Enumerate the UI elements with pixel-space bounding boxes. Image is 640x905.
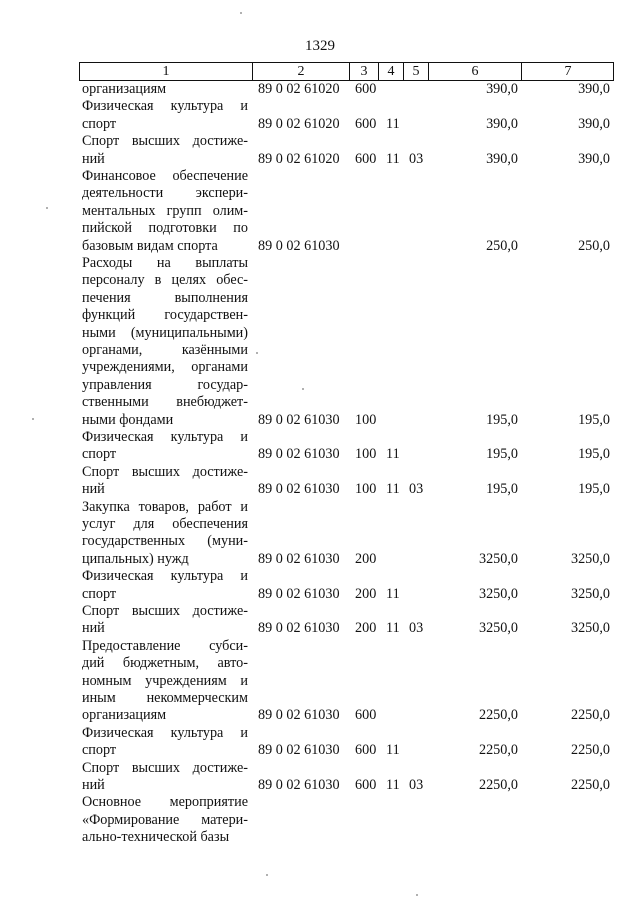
- header-col-2: 2: [297, 64, 305, 79]
- row-col-3: 600: [355, 707, 377, 724]
- row-name-line: ментальных групп олим-: [82, 202, 248, 219]
- table-header: [79, 62, 614, 81]
- row-code: 89 0 02 61030: [258, 776, 340, 793]
- scan-speck: [46, 207, 48, 209]
- scan-speck: [256, 352, 258, 354]
- row-col-4: 11: [386, 150, 400, 167]
- scan-speck: [32, 418, 34, 420]
- row-name: [82, 725, 248, 760]
- row-name-line: Физическая культура и: [82, 724, 248, 741]
- row-col-7: 195,0: [578, 481, 610, 498]
- row-name-line: ными (муниципальными): [82, 324, 248, 341]
- row-name-line: пийской подготовки по: [82, 220, 248, 237]
- header-col-1: 1: [162, 64, 170, 79]
- header-col-3: 3: [360, 64, 368, 79]
- row-name: [82, 81, 248, 98]
- row-name-line: ний: [82, 150, 105, 167]
- row-name-line: ными фондами: [82, 411, 174, 428]
- row-name-line: спорт: [82, 446, 117, 463]
- row-name-line: номным учреждениям и: [82, 672, 248, 689]
- row-col-3: 600: [355, 742, 377, 759]
- row-col-7: 390,0: [578, 115, 610, 132]
- row-name-line: Финансовое обеспечение: [82, 167, 248, 184]
- row-col-6: 2250,0: [478, 742, 518, 759]
- row-name-line: иным некоммерческим: [82, 689, 248, 706]
- row-col-3: 100: [355, 446, 377, 463]
- row-name-line: Закупка товаров, работ и: [82, 498, 248, 515]
- row-name-line: дий бюджетным, авто-: [82, 655, 248, 672]
- table-row: [0, 81, 640, 98]
- row-name-line: ально-технической базы: [82, 829, 230, 846]
- row-code: 89 0 02 61020: [258, 80, 340, 97]
- row-col-3: 600: [355, 150, 377, 167]
- row-col-7: 3250,0: [570, 550, 610, 567]
- row-name: [82, 603, 248, 638]
- row-name-line: услуг для обеспечения: [82, 515, 248, 532]
- row-name-line: спорт: [82, 585, 117, 602]
- row-name-line: персоналу в целях обес-: [82, 272, 248, 289]
- row-code: 89 0 02 61030: [258, 446, 340, 463]
- row-col-7: 2250,0: [570, 776, 610, 793]
- table-row: [0, 429, 640, 464]
- row-name-line: функций государствен-: [82, 307, 248, 324]
- row-name-line: спорт: [82, 742, 117, 759]
- row-name: [82, 638, 248, 725]
- scan-speck: [240, 12, 242, 14]
- row-code: 89 0 02 61030: [258, 481, 340, 498]
- row-col-4: 11: [386, 115, 400, 132]
- row-col-7: 195,0: [578, 411, 610, 428]
- row-col-3: 600: [355, 115, 377, 132]
- row-col-3: 600: [355, 776, 377, 793]
- header-col-6: 6: [471, 64, 479, 79]
- row-col-3: 200: [355, 550, 377, 567]
- row-name-line: ний: [82, 620, 105, 637]
- row-name-line: ственными внебюджет-: [82, 394, 248, 411]
- row-name-line: спорт: [82, 115, 117, 132]
- table-row: [0, 168, 640, 255]
- header-col-7: 7: [564, 64, 572, 79]
- row-name-line: Физическая культура и: [82, 428, 248, 445]
- row-col-7: 2250,0: [570, 742, 610, 759]
- table-row: [0, 638, 640, 725]
- row-code: 89 0 02 61030: [258, 707, 340, 724]
- row-col-4: 11: [386, 620, 400, 637]
- row-col-3: 600: [355, 80, 377, 97]
- table-body: [0, 81, 640, 847]
- row-code: 89 0 02 61030: [258, 742, 340, 759]
- row-name-line: Физическая культура и: [82, 98, 248, 115]
- row-name-line: ний: [82, 481, 105, 498]
- row-name: [82, 794, 248, 846]
- row-name: [82, 499, 248, 569]
- row-col-6: 390,0: [486, 150, 518, 167]
- row-name: [82, 133, 248, 168]
- row-name: [82, 255, 248, 429]
- row-col-6: 250,0: [486, 237, 518, 254]
- row-name-line: государственных (муни-: [82, 533, 248, 550]
- table-row: [0, 760, 640, 795]
- scan-speck: [416, 894, 418, 896]
- row-col-5: 03: [409, 150, 424, 167]
- row-col-5: 03: [409, 481, 424, 498]
- row-name: [82, 98, 248, 133]
- row-col-4: 11: [386, 742, 400, 759]
- table-row: [0, 725, 640, 760]
- row-col-3: 200: [355, 620, 377, 637]
- row-name: [82, 168, 248, 255]
- row-col-5: 03: [409, 776, 424, 793]
- row-name: [82, 760, 248, 795]
- row-col-3: 200: [355, 585, 377, 602]
- row-name-line: организациям: [82, 707, 167, 724]
- row-code: 89 0 02 61020: [258, 115, 340, 132]
- row-col-4: 11: [386, 481, 400, 498]
- row-name-line: базовым видам спорта: [82, 237, 218, 254]
- row-name-line: органами, казёнными: [82, 341, 248, 358]
- row-col-4: 11: [386, 446, 400, 463]
- row-name-line: Физическая культура и: [82, 568, 248, 585]
- row-name-line: деятельности экспери-: [82, 185, 248, 202]
- row-col-4: 11: [386, 776, 400, 793]
- row-name-line: ний: [82, 776, 105, 793]
- row-name-line: Спорт высших достиже-: [82, 759, 248, 776]
- row-code: 89 0 02 61030: [258, 550, 340, 567]
- row-col-4: 11: [386, 585, 400, 602]
- row-name: [82, 568, 248, 603]
- scan-speck: [302, 388, 304, 390]
- row-col-7: 390,0: [578, 80, 610, 97]
- row-col-7: 2250,0: [570, 707, 610, 724]
- row-code: 89 0 02 61020: [258, 150, 340, 167]
- row-col-6: 2250,0: [478, 707, 518, 724]
- row-name-line: Расходы на выплаты: [82, 254, 248, 271]
- row-name-line: печения выполнения: [82, 289, 248, 306]
- row-col-6: 3250,0: [478, 550, 518, 567]
- row-col-6: 195,0: [486, 446, 518, 463]
- row-name-line: Спорт высших достиже-: [82, 463, 248, 480]
- table-row: [0, 464, 640, 499]
- row-col-6: 390,0: [486, 115, 518, 132]
- header-col-5: 5: [412, 64, 420, 79]
- row-col-7: 3250,0: [570, 620, 610, 637]
- table-row: [0, 794, 640, 846]
- row-name-line: Основное мероприятие: [82, 794, 248, 811]
- table-row: [0, 568, 640, 603]
- table-row: [0, 133, 640, 168]
- table-row: [0, 499, 640, 569]
- row-col-6: 2250,0: [478, 776, 518, 793]
- row-name-line: управления государ-: [82, 376, 248, 393]
- row-col-6: 3250,0: [478, 620, 518, 637]
- row-col-6: 390,0: [486, 80, 518, 97]
- table-row: [0, 603, 640, 638]
- row-name: [82, 464, 248, 499]
- row-col-7: 3250,0: [570, 585, 610, 602]
- row-code: 89 0 02 61030: [258, 620, 340, 637]
- row-name-line: Спорт высших достиже-: [82, 133, 248, 150]
- row-code: 89 0 02 61030: [258, 411, 340, 428]
- row-name-line: ципальных) нужд: [82, 550, 189, 567]
- header-col-4: 4: [387, 64, 395, 79]
- row-col-7: 250,0: [578, 237, 610, 254]
- row-col-7: 195,0: [578, 446, 610, 463]
- row-col-3: 100: [355, 481, 377, 498]
- row-col-3: 100: [355, 411, 377, 428]
- page-number: 1329: [305, 38, 335, 54]
- row-code: 89 0 02 61030: [258, 237, 340, 254]
- row-name-line: учреждениями, органами: [82, 359, 248, 376]
- row-name-line: организациям: [82, 81, 167, 97]
- table-row: [0, 255, 640, 429]
- row-col-7: 390,0: [578, 150, 610, 167]
- row-name-line: Предоставление субси-: [82, 637, 248, 654]
- row-name-line: «Формирование матери-: [82, 811, 248, 828]
- row-col-6: 3250,0: [478, 585, 518, 602]
- row-col-5: 03: [409, 620, 424, 637]
- row-col-6: 195,0: [486, 411, 518, 428]
- scan-speck: [266, 874, 268, 876]
- row-name: [82, 429, 248, 464]
- row-name-line: Спорт высших достиже-: [82, 602, 248, 619]
- row-col-6: 195,0: [486, 481, 518, 498]
- row-code: 89 0 02 61030: [258, 585, 340, 602]
- table-row: [0, 98, 640, 133]
